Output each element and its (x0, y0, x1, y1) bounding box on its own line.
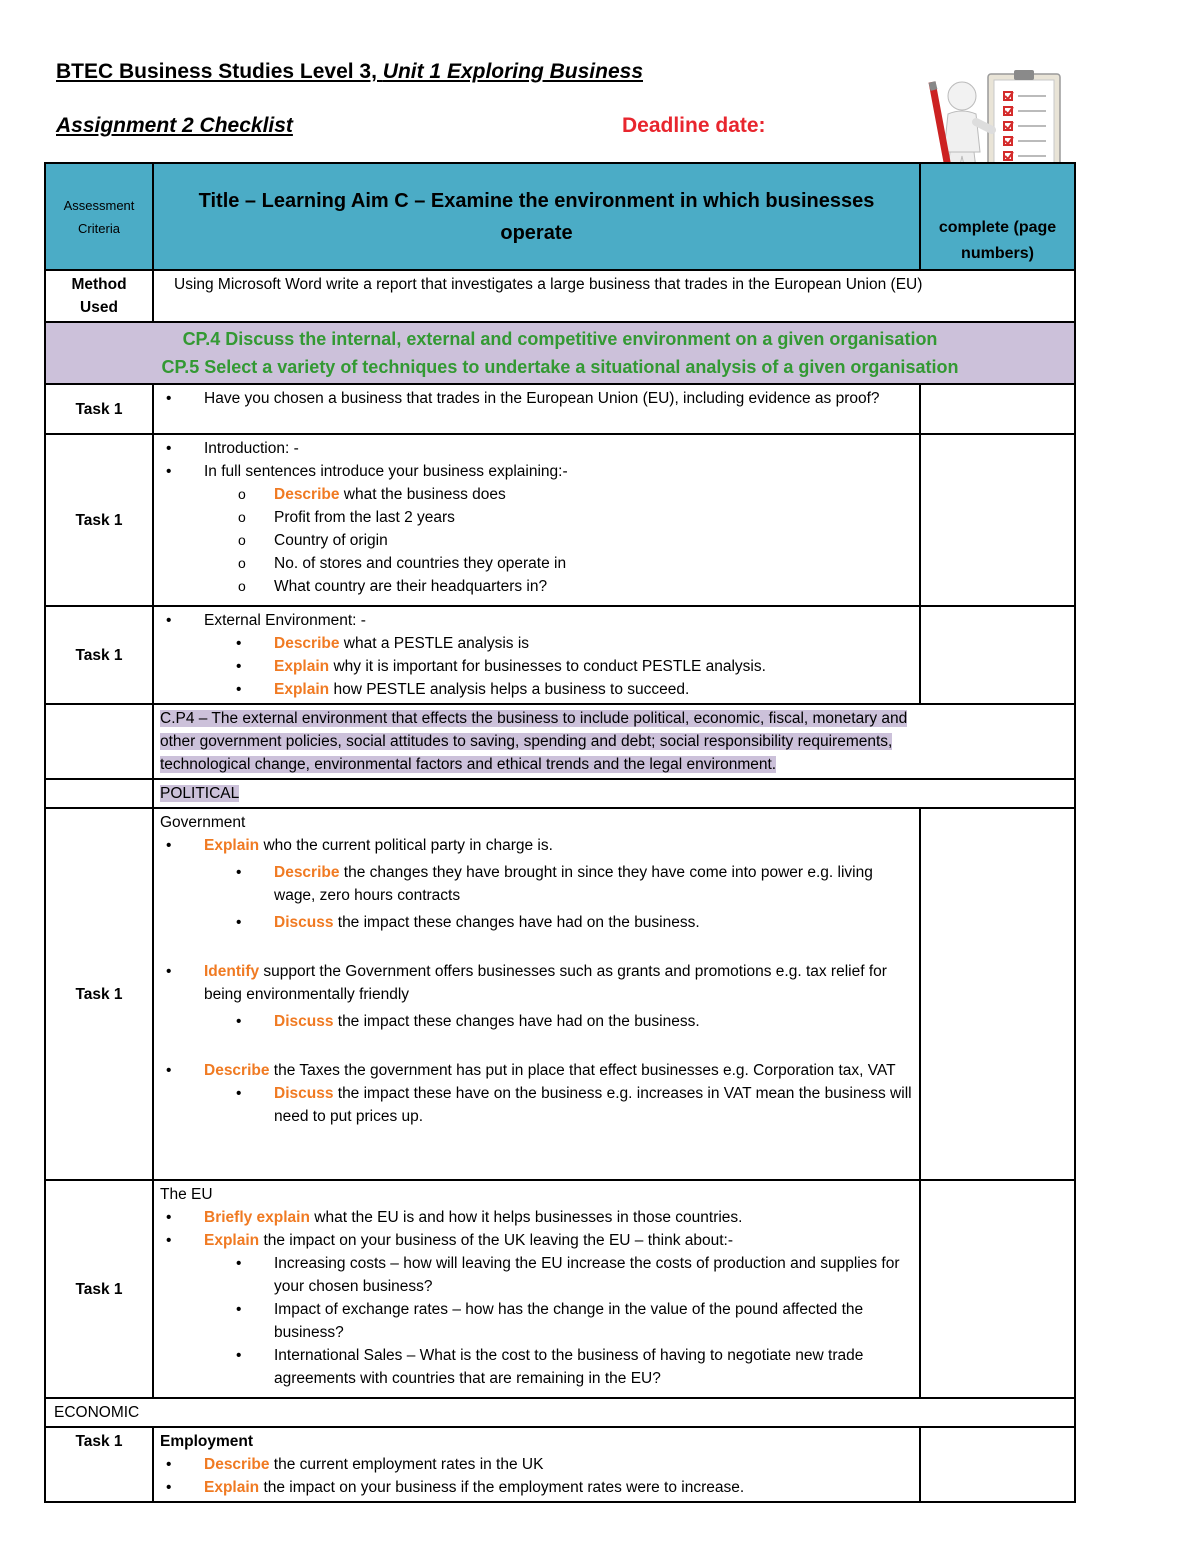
list-item: • External Environment: - (160, 609, 913, 632)
page-number-cell[interactable] (920, 606, 1075, 704)
page-number-cell[interactable] (920, 1180, 1075, 1398)
list-item: o No. of stores and countries they operate in (160, 552, 913, 575)
list-item: • Introduction: - (160, 437, 913, 460)
task-external-environment (153, 606, 920, 704)
list-item: • Explain why it is important for businesses to conduct PESTLE analysis. (160, 655, 913, 678)
list-item: • Identify support the Government offers businesses such as grants and promotions e.g. tax relief for being environmentally friendly (160, 960, 913, 1006)
list-item: • Discuss the impact these have on the business e.g. increases in VAT mean the business will need to put prices up. (160, 1082, 913, 1128)
task-label: Task 1 (45, 1180, 153, 1398)
task-label: Task 1 (45, 808, 153, 1180)
list-item: • Explain the impact on your business if the employment rates were to increase. (160, 1476, 913, 1499)
empty-cell (45, 779, 153, 808)
list-item: • Explain who the current political party in charge is. (160, 834, 913, 857)
complete-page-numbers-header: complete (page numbers) (920, 163, 1075, 270)
task-label: Task 1 (45, 384, 153, 434)
task-label: Task 1 (45, 434, 153, 606)
method-description: Using Microsoft Word write a report that investigates a large business that trades in the European Union (EU) (153, 270, 1075, 322)
task-employment (153, 1427, 920, 1502)
document-title: BTEC Business Studies Level 3, Unit 1 Exploring Business (56, 60, 643, 83)
list-item: • Explain the impact on your business of the UK leaving the EU – think about:- (160, 1229, 913, 1252)
list-item: • Describe what a PESTLE analysis is (160, 632, 913, 655)
page-number-cell[interactable] (920, 808, 1075, 1180)
economic-heading: ECONOMIC (45, 1398, 1075, 1427)
list-item: • Describe the changes they have brought in since they have come into power e.g. living wage, zero hours contracts (160, 861, 913, 907)
political-heading: POLITICAL (153, 779, 1075, 808)
list-item: • Briefly explain what the EU is and how it helps businesses in those countries. (160, 1206, 913, 1229)
list-item: • International Sales – What is the cost to the business of having to negotiate new trade agreements with countries that are remaining in the EU? (160, 1344, 913, 1390)
list-item: o Country of origin (160, 529, 913, 552)
assignment-title: Title – Learning Aim C – Examine the environment in which businesses operate (153, 163, 920, 270)
page-number-cell[interactable] (920, 384, 1075, 434)
criteria-banner (45, 322, 1075, 384)
page-number-cell[interactable] (920, 1427, 1075, 1502)
list-item: • Discuss the impact these changes have had on the business. (160, 1010, 913, 1033)
cp4-criterion: CP.4 Discuss the internal, external and competitive environment on a given organisation (182, 329, 938, 349)
list-item: • Discuss the impact these changes have had on the business. (160, 911, 913, 934)
eu-heading: The EU (160, 1186, 213, 1203)
cp5-criterion: CP.5 Select a variety of techniques to undertake a situational analysis of a given organisation (161, 357, 959, 377)
task-label: Task 1 (45, 606, 153, 704)
list-item: o Profit from the last 2 years (160, 506, 913, 529)
task-eu (153, 1180, 920, 1398)
assessment-criteria-header: Assessment Criteria (45, 163, 153, 270)
cp4-description: C.P4 – The external environment that effects the business to include political, economic, fiscal, monetary and other government policies, social attitudes to saving, spending and debt; social responsibility requirements, technological change, environmental factors and ethical trends and the legal environment. (153, 704, 1075, 779)
checklist-table (44, 162, 1076, 1503)
list-item: • Increasing costs – how will leaving the EU increase the costs of production and supplies for your chosen business? (160, 1252, 913, 1298)
checklist-heading: Assignment 2 Checklist (56, 114, 293, 137)
task-label: Task 1 (45, 1427, 153, 1502)
employment-heading: Employment (160, 1433, 254, 1450)
list-item: o Describe what the business does (160, 483, 913, 506)
deadline-label: Deadline date: (622, 114, 766, 137)
list-item: • Describe the Taxes the government has put in place that effect businesses e.g. Corporation tax, VAT (160, 1059, 913, 1082)
list-item: • Have you chosen a business that trades in the European Union (EU), including evidence as proof? (160, 387, 913, 410)
list-item: • Describe the current employment rates in the UK (160, 1453, 913, 1476)
list-item: • Impact of exchange rates – how has the change in the value of the pound affected the business? (160, 1298, 913, 1344)
page-number-cell[interactable] (920, 434, 1075, 606)
government-heading: Government (160, 814, 246, 831)
list-item: • Explain how PESTLE analysis helps a business to succeed. (160, 678, 913, 701)
empty-cell (45, 704, 153, 779)
task-business-choice (153, 384, 920, 434)
list-item: • In full sentences introduce your business explaining:- (160, 460, 913, 483)
task-government (153, 808, 920, 1180)
method-used-label: Method Used (45, 270, 153, 322)
task-introduction (153, 434, 920, 606)
list-item: o What country are their headquarters in? (160, 575, 913, 598)
